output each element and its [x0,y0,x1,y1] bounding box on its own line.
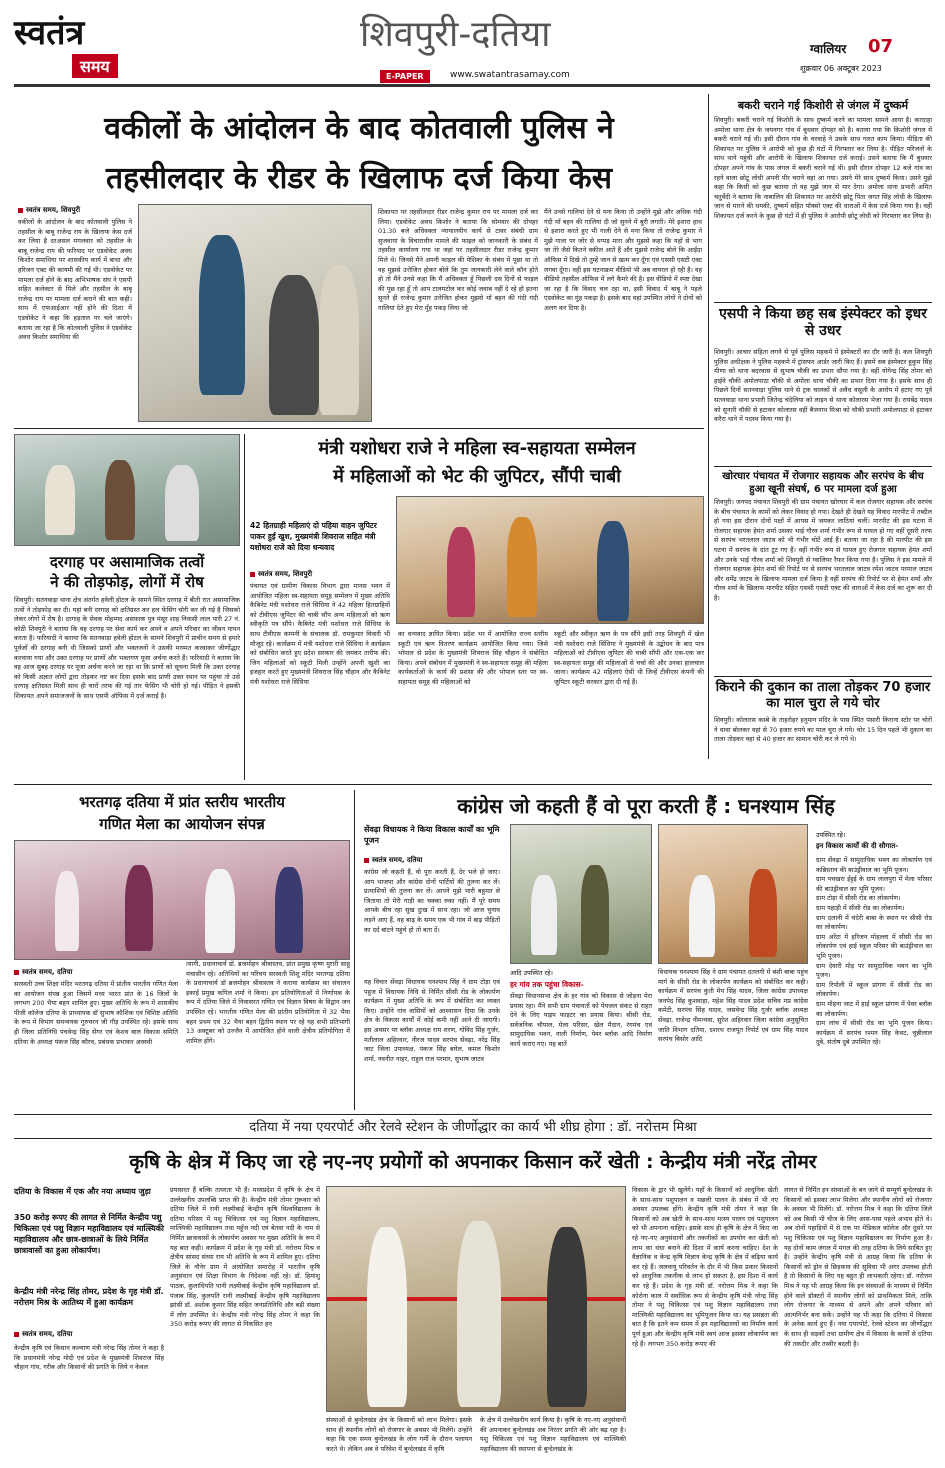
masthead [0,0,945,88]
tomar-photo [326,1186,626,1412]
masthead-rule [14,84,930,87]
story-4-headline: किराने की दुकान का ताला तोड़कर 70 हजार का माल चुरा ले गये चोर [715,680,931,711]
yashodhara-byline-text: स्वतंत्र समय, शिवपुरी [258,570,313,578]
bhartgarh-byline [14,968,72,977]
lead-col-2: शिकायत पर तहसीलदार रीडर राजेन्द्र कुमार राय पर मामला दर्ज कर लिया। एडवोकेट अवध किशोर ने बताया कि सोमवार की दोपहर 01.30 बजे अधिवक्ता न्यायालयीन कार्य से टावर संबंधी ग्राम सुजवाया के विचाराधीन मामले की फाइल को जानकारी के संबंध में तहसील कार्यालय गया था जहां पर तहसीलदार रीडर राजेन्द्र कुमार मिले थे। जिनसे मैंने अपनी फाइल की पेशिका के संबंध में पूछा था तो वह मुझसे उत्तेजित होकर बोले कि तुम जानकारी लेने वाले कौन होते हो तो मैंने उनसे कहा कि मैं अधिवक्ता हूँ पिछली दस दिनों से फाइल की पूछ रहा हूँ तो आप टालमटोल कर कोई जवाब नहीं दे रहे हो इतना सुनते ही राजेन्द्र कुमार उत्तेजित होकर मुझसे माँ बहन की गंदी गंदी गालियां देते हुए मेरा मुँह पकड़ लिया जो [378,208,538,312]
website[interactable]: www.swatantrasamay.com [450,70,570,80]
lead-col-1 [18,218,132,418]
tomar-col-3: संस्थाओं से बुन्देलखंड क्षेत्र के किसानों को लाभ मिलेगा। इसके साथ ही स्थानीय लोगों को रोजगार के अवसर भी मिलेंगे। उन्होंने कहा कि एक समय बुन्देलखंड के लोग गर्मी के दौरान पलायन करते थे। लेकिन अब वे परिवेश में बुन्देलखंड में कृषि [326,1416,472,1453]
lead-photo [138,204,372,422]
tomar-byline [14,1330,72,1339]
lead-headline-2: तहसीलदार के रीडर के खिलाफ दर्ज किया केस [106,161,612,196]
list-item: ग्राम दलानी में चंदेरी बाबा के स्थान पर सीसी रोड का लोकार्पण। [816,913,932,932]
photo-figure [199,235,245,395]
banner-headline: दतिया में नया एयरपोर्ट और रेलवे स्टेशन के जीर्णोद्धार का कार्य भी शीघ्र होगा : डॉ. नरोत्तम मिश्रा [249,1120,697,1135]
rule [714,676,932,677]
tomar-side-1: दतिया के विकास में एक और नया अध्याय जुड़ा [14,1187,151,1196]
right-column [714,94,932,759]
bhartgarh-photo [14,840,350,960]
photo-figure [125,865,153,951]
lead-col-1-text: वकीलों के आंदोलन के बाद कोतवाली पुलिस ने तहसील के बाबू राजेन्द्र राय के खिलाफ केस दर्ज कर लिया है दरअसल मंगलवार को तहसील के बाबू राजेन्द्र राय की फरियाद पर एडवोकेट अवध किशोर समाधिया पर शासकीय कार्य में बाधा और हरिजन एक्ट की कायमी की गई थी। एडवोकेट पर मामला दर्ज होने के बाद अभिभाषक संघ ने एसपी सहित कलेक्टर से मिले और तहसील के बाबू राजेन्द्र राय पर मामला दर्ज कराने की बात कही। साथ में एफआईआर नहीं होने की दिशा में एडवोकेट ने कहा कि हड़ताल पर चले जाएंगे। [18,218,132,322]
yashodhara-photo [396,496,704,624]
tomar-side-2: 350 करोड़ रूपए की लागत से निर्मित केन्द्रीय पशु चिकित्सा एवं पशु विज्ञान महाविद्यालय एवं मात्स्यिकी महाविद्यालय और छात्र-छात्राओं के लिये निर्मित छात्रावासों का हुआ लोकार्पण। [14,1213,164,1255]
yashodhara-headline-1: मंत्री यशोधरा राजे ने महिला स्व-सहायता सम्मेलन [318,438,636,459]
congress-byline-text: स्वतंत्र समय, दतिया [372,856,423,864]
list-item: ग्राम देवारी मोड़ पर सामुदायिक भवन का भूमि पूजन। [816,961,932,980]
bhartgarh-headline-2: गणित मेला का आयोजन संपन्न [99,815,265,833]
photo-figure [275,867,303,953]
dargah-body: शिवपुरी। सतनवाड़ा थाना क्षेत्र अंतर्गत हवेली होटल के सामने स्थित दरगाह में बीती रात असामाजिक तत्वों ने तोड़फोड़ कर दी। यहां बनी दरगाह को क्षतिग्रस्त कर हल फेंसिंग चोरी कर ली गई है जिसको लेकर लोगों में रोष है। दरगाह के सेवक मोहम्मद असफ़ाक पुत्र मंसूर शाह निवासी लाल पारी 27 नं. कोठी शिवपुरी ने बताया कि वह दरगाह पर सेवा कार्य कर अपने व अपने परिवार का जीवन यापन करता है। फरियादी ने बताया कि सतनवाड़ा हवेली होटल के सामने शिवपुरी में प्राचीन समय से हमारे पूर्वजों की दरगाह बनी थी जिसको प्राणों और भक्तजनों ने उसकी मरम्मत करवाकर जीर्णोद्धार करवाया गया और उक्त दरगाह पर प्राणों और भक्तगण पूजा अर्चना करते हैं। फरियादी ने बताया कि वह आज सुबह दरगाह पर पूजा अर्चना करने जा रहा था कि प्राणों को सूचना मिली कि उक्त दरगाह को किसी अज्ञात लोगों द्वारा तोड़कर नष्ट कर दिया इसके बाद प्राणी उक्त स्थान पर पहुंचा तो उसे दरगाह क्षतिग्रस्त मिली साथ ही चारों तरफ की गई तार फेंसिंग भी चोरी हो गई। पीड़ित ने इसकी शिकायत अपने समाजजनों के साथ एसपी ऑफिस में दर्ज कराई है। [14,596,240,700]
list-item: ग्राम सेंवढ़ा में सामुदायिक भवन का लोकार्पण एवं कब्रिस्तान की बाउंड्रीवाल का भूमि पूजन। [816,856,932,874]
list-item: ग्राम लांच में सीसी रोड का भूमि पूजन किया। कार्यक्रम में सरपंच रश्मन सिंह केवट, चुन्नीलाल दुबे, संतोष दुबे उपस्थित रहे। [816,1019,932,1047]
congress-subhead: सेंवढ़ा विधायक ने किया विकास कार्यों का भूमि पूजन [364,825,500,845]
congress-photo-2 [658,824,808,964]
tomar-col-4: के क्षेत्र में उल्लेखनीय कार्य किया है। कृषि के नए-नए अनुसंधानों की अपनाकर बुन्देलखंड अब निरंतर प्रगति की ओर बढ़ रहा है। पशु चिकित्सा एवं पशु विज्ञान महाविद्यालय एवं मात्स्यिकी महाविद्यालय की स्थापना से बुन्देलखंड के [480,1416,626,1453]
photo-figure [205,869,235,953]
photo-figure [581,865,609,955]
logo [14,8,144,82]
list-item: ग्राम पहाड़ी में सीसी रोड का लोकार्पण। [816,903,905,912]
tomar-story [14,1142,932,1464]
story-1-headline: बकरी चराने गई किशोरी से जंगल में दुष्कर्म [737,99,909,112]
rule [714,466,932,467]
bhartgarh-col-1: सरस्वती उच्च शिक्षा मंदिर भरतगढ़ दतिया में प्रांतीय भारतीय गणित मेला का आयोजन संपन्न हुआ जिसमें मध्य भारत प्रांत के 16 जिलों के लगभग 200 भैया बहन शामिल हुए। मुख्य अतिथि के रूप में शासकीय पीजी कॉलेज दतिया के प्राध्यापक डॉ सुभाष कौशिक एवं विशिष्ट अतिथि के रूप में विभाग समन्वयक गुरुचरन जी गौड़ उपस्थित रहे। इसके साथ ही जिला प्रतिनिधि पंचवेन्द्र सिंह सेंगर एवं केशव बाल विकास समिति दतिया के अध्यक्ष पंकज सिंह कौरव, प्रबंधक प्रभाकर अवस्थी [14,980,178,1046]
congress-col-4: विधायक घनश्याम सिंह ने ग्राम पंचायत दतलगी में बंशी बाबा पहुंच मार्ग के सीसी रोड के लोकार्पण कार्यक्रम को संबोधित कर कही। कार्यक्रम में सरपंच कुंती मेय सिंह यादव, जिला कांग्रेस उपाध्यक्ष जनपेद सिंह कुशवाहा, महेश सिंह यादव प्रदेश सचिव मप्र कांग्रेस कमेटी, सरपंच सिंह यादव, जसवेन्द्र सिंह गुर्जर ब्लॉक अध्यक्ष सेंवढ़ा, राजेन्द्र नीमन्यवा, सुरेश अहिरवार जिला कांग्रेस अनुसूचित जाति विभाग दतिया, दशरथ राजपूत रिपोर्ट एवं ग्राम सिंह यादव सरपंच बिसोर आदि [658,968,808,1044]
congress-photo-1 [510,824,652,964]
congress-subhead-2: हर गांव तक पहुंचा विकास- [510,980,584,989]
logo-top: स्वतंत्र [14,13,85,53]
lead-byline [18,206,80,215]
bhartgarh-col-2: त्यागी, प्रधानाचार्य डॉ. ब्रजमोहन श्रीवास्तव, प्रांत प्रमुख कृष्ण मुरारी साहू मंचासीन रहे। अतिथियों का परिचय सरस्वती शिशु मंदिर भरतगढ़ दतिया के प्रधानाचार्य डॉ ब्रजमोहन श्रीवास्तव ने कराया कार्यक्रम का संचालन इकाई प्रमुख कपिल शर्मा ने किया। इन प्रतियोगिताओं में निर्णायक के रूप में दतिया जिले में निवासरत गणित एवं विज्ञान विषय के विद्वान जन उपस्थित रहे। भारतीय गणित मेला की प्रांतीय प्रतियोगिता में 32 भैया बहन प्रथम एवं 32 भैया बहन द्वितीय स्थान पर रहे यह सभी प्रतिभागी 13 अक्टूबर को उज्जैन में आयोजित होने वाली क्षेत्रीय प्रतियोगिता में शामिल होंगे। [186,960,350,1045]
list-item: ग्राम रिपोली में स्कूल प्रांगण में सीसी रोड का लोकार्पण। [816,980,932,999]
bullet-icon [14,1332,19,1337]
story-3-body: शिवपुरी। जनपद पंचायत शिवपुरी की ग्राम पंचायत खोरघार में कल रोजगार सहायक और सरपंच के बीच पंचायत के कामों को लेकर विवाद हो गया। देखते ही देखते यह विवाद मारपीट में तब्दील हो गया इस दौरान दोनों पक्षों में आपस में जमकर लाठियां चलीं। मारपीट की इस घटना में रोजगार सहायक हेमंत शर्मा उसका भाई गौरव शर्मा गंभीर रूप से घायल हो गए वहीं दूसरी तरफ से सरपंच भरतलाल जाटव को भी गंभीर चोटें आई हैं। बताया जा रहा है की मारपीट की इस घटना में सरपंच के दांत टूट गए हैं। वहीं गंभीर रूप से घायल हुए रोजगार सहायक हेमंत शर्मा और उनके भाई गौरव शर्मा को शिवपुरी से ग्वालियर रैफर किया गया है। पुलिस ने इस मामले में रोजगार सहायक हेमंत शर्मा की रिपोर्ट पर से सरपंच भरतलाल जाटव रमेश जाटव परमाल जाटव और धर्मेंद्र जाटव के खिलाफ मामला दर्ज किया है वहीं सरपंच की रिपोर्ट पर से हेमंत शर्मा और गौरव शर्मा के खिलाफ मारपीट सहित एससी एसटी एक्ट की धाराओं में केस दर्ज का शुरू कर दी है। [714,498,932,602]
rule [708,94,709,759]
congress-caption: आदि उपस्थित रहे। [510,969,553,977]
story-2-body: शिवपुरी। आचार संहिता लगने से पूर्व पुलिस महकमे में इंस्पेक्टरों का दौर जारी है। कल शिवपुरी पुलिस अधीक्षक ने पुलिस महकमे में ट्रांसफर आर्डर जारी किए हैं। इसमें सब इंस्पेक्टर हुकुम सिंह मीणा को थाना बदरवास से सुभाष चौकी का प्रभार सौंपा गया है। वहीं योगेन्द्र सिंह तोमर को हाईवे चौकी अमोलपाठा चौकी से अमोला थाना चौकी का प्रभार दिया गया है। इसके साथ ही पिछले दिनों सतनवाड़ा पुलिस थाने से ट्रक चालकों से अवैध वसूली के आरोप में हटाए गए पूर्व सतनवाड़ा थाना प्रभारी जितेन्द्र चंदेलिया को लाइन से थाना कोलारस भेजा गया है। रायबेंद्र यादव को सुनारी चौकी से हटाकर कोलारस वहीं बैजनाथ मिश्रा को चौकी प्रभारी अमोलपाठा से हटाकर करैरा थाने में पदस्थ किया गया है। [714,348,932,424]
tomar-headline: कृषि के क्षेत्र में किए जा रहे नए-नए प्रयोगों को अपनाकर किसान करें खेती : केन्द्रीय मंत्री नरेंद्र तोमर [129,1151,817,1173]
city: ग्वालियर [810,42,847,56]
bullet-icon [250,572,255,577]
tomar-col-6: लागत से निर्मित इन संस्थाओं के बन जाने से सम्पूर्ण बुन्देलखंड के किसानों को इसका लाभ मिलेगा और स्थानीय लोगों को रोजगार के अवसर भी मिलेंगे। डॉ. नरोत्तम मिश्र ने कहा कि दतिया जिले को अब किसी भी चीज के लिए आस-पास पहले अभाव होते थे। अब दोनों पहाड़ियों में से एक पर मेडिकल कॉलेज और दूसरे पर पशु चिकित्सा एवं पशु विज्ञान महाविद्यालय का निर्माण हुआ है। यह दोनों काम जंगल में मंगल की तरह दतिया के लिये साबित हुए हैं। उन्होंने केन्द्रीय कृषि मंत्री से आग्रह किया कि दतिया के किसानों को ड्रोन से छिड़काव की सुविधा भी अगर उपलब्ध होती है तो किसानों के लिए यह बहुत ही लाभकारी रहेगा। डॉ. नरोत्तम मिश्र ने यह भी आग्रह किया कि इन संस्थाओं के माध्यम से निर्मित होने वाले डॉक्टरों में स्थानीय लोगों को प्राथमिकता मिले, ताकि लोग रोजगार के माध्यम से अपने और अपने परिवार को आत्मनिर्भर बना सकें। उन्होंने यह भी कहा कि दतिया में विकास के अनेक कार्य हुए हैं। नया एयरपोर्ट, रेलवे स्टेशन का जीर्णोद्धार के साथ ही सड़कों तथा ग्रामीण क्षेत्र में विकास के कार्यों से दतिया की तकदीर और तस्वीर बदली है। [784,1186,932,1348]
congress-col-3: सेंवढ़ा विधानसभा क्षेत्र के हर गांव को विकास से जोड़ना मेरा प्रयास रहा। मैंने सभी ग्राम पंचायतों को पेयजल संकट से राहत देने के लिए पाइप फाइटर का प्रयास किया। सीसी रोड, सर्वजनिक चौपाल, मेला परिसर, खेल मैदान, रंगमंच एवं सामुदायिक भवन, नाली निर्माण, पेवर ब्लॉक आदि निर्माण कार्य कराए गए। यह बातें [510,992,652,1048]
yashodhara-col-2: का धन्यवाद ज्ञापित किया। प्रदेश भर में आयोजित राज्य स्तरीय स्कूटी एवं ऋण वितरण कार्यक्रम आयोजित किया गया। जिसे भोपाल से प्रदेश के मुख्यमंत्री शिवराज सिंह चौहान ने संबोधित किया। अपने संबोधन में मुख्यमंत्री ने स्व-सहायता समूह की महिला कार्यकर्ताओं के कार्य की प्रशंसा की और भोपाल स्तर पर स्व-सहायता समूह की महिलाओं को [398,630,548,686]
story-1-body: शिवपुरी। बकरी चराने गई किशोरी के साथ दुष्कर्म करने का मामला सामने आया है। करदाहा अमोला थाना क्षेत्र के जयनगर गांव में बुधवार दोपहर को है। बताया गया कि किशोरी जंगल में बकरी चराने गई थी। इसी दौरान गांव के चरवाहे ने उसके साथ गलत काम किया। पीड़िता की शिकायत पर पुलिस ने आरोपी को कुछ ही घंटों में गिरफ्तार कर लिया है। पीड़ित परिजनों के साथ थाने पहुंची और आरोपी के खिलाफ शिकायत दर्ज कराई। उसने बताया कि मैं बुधवार दोपहर अपने गांव के पास जंगल में बकरी चराने गई थी। इसी दौरान दोपहर 12 बजे गांव का रहने वाला छोटू लोधी अपनी पीर चराने वहां आ गया। उसने मेरे साथ दुष्कर्म किया। उसने मुझे कहा कि किसी को कुछ बताया तो वह मुझे जान से मार देगा। अमोला थाना प्रभारी अमित चतुर्वेदी ने बताया कि नाबालिग की शिकायत पर आरोपी छोटू पिता जगत सिंह लोधी के खिलाफ जान से मारने की धमकी, दुष्कर्म सहित पॉक्सो एक्ट की धाराओं में केस दर्ज किया गया है। वहीं शिकायत दर्ज करने के कुछ ही घंटों में ही पुलिस ने आरोपी छोटू लोधी को गिरफ्तार कर लिया है। [714,116,932,220]
photo-figure [447,527,475,617]
story-4-body: शिवपुरी। कोलारस कस्बे के ताहरोहर हनुमान मंदिर के पास स्थित पंसारी किराना स्टोर पर चोरों ने धावा बोलकर वहां से 70 हजार रुपये का माल चुरा ले गये। चोर 15 दिन पहले भी दुकान का ताला तोड़कर वहां से 40 हजार का सामान चोरी कर ले गये थे। [714,716,932,744]
bullet-icon [14,970,19,975]
congress-right-subhead: इन विकास कार्यों की दी सौगात- [816,842,899,850]
date: शुक्रवार 06 अक्टूबर 2023 [800,64,882,73]
dargah-story [14,434,240,780]
photo-figure [531,875,557,955]
photo-figure [507,517,537,617]
photo-figure [749,869,777,957]
rule [14,428,704,429]
tomar-col-5: विकास के द्वार भी खुलेंगे। यहाँ के किसानों को आधुनिक खेती के साथ-साथ पशुपालन व मछली पालन के संबंध में भी नए अवसर उपलब्ध होंगे। केन्द्रीय कृषि मंत्री तोमर ने कहा कि किसानों को अब खेती के साथ-साथ मत्स्य पालन एवं पशुपालन को भी अपनाना चाहिए। इसके साथ ही कृषि के क्षेत्र में किए जा रहे नए-नए अनुसंधानों और तकनीकों का उपयोग कर खेती को लाभ का धंधा बनाने की दिशा में कार्य करना चाहिए। देश के वैज्ञानिक व केन्द्र कृषि विज्ञान केन्द्र कृषि के क्षेत्र में बढ़िया कार्य कर रहे हैं। जलवायु परिवर्तन के दौर में भी किस प्रकार किसानों को आधुनिक तकनीक से लाभ हो सकता है, इस दिशा में कार्य कर रहे हैं। प्रदेश के गृह मंत्री डॉ. नरोत्तम मिश्र ने कहा कि कोरोना काल में सर्वाधिक रूप से केन्द्रीय कृषि मंत्री नरेन्द्र सिंह तोमर ने पशु चिकित्सा एवं पशु विज्ञान महाविद्यालय तथा मात्स्यिकी महाविद्यालय का भूमिपूजन किया था। यह प्रसन्नता की बात है कि इतने कम समय में इन महाविद्यालयों का निर्माण कार्य पूर्ण हुआ और केन्द्रीय कृषि मंत्री स्वयं आज इसका लोकार्पण कर रहे हैं। लगभग 350 करोड़ रूपए की [632,1186,778,1348]
yashodhara-col-3: स्कूटी और स्वीकृत ऋण के पत्र सौंपे इसी तरह शिवपुरी में खेल मंत्री यशोधरा राजे सिंधिया ने मुख्यमंत्री के उद्बोधन के बाद पात्र महिलाओं को टीवीएस जुपिटर की चाबी सौंपी और एक-एक कर स्व-सहायता समूह की महिलाओं से चर्चा की और उनका हालचाल जाना। कार्यक्रम 42 महिलाएं ऐसी थी जिन्हें टीवीएस कंपनी की जुपिटर स्कूटी सरकार द्वारा दी गई हैं। [554,630,704,686]
yashodhara-subhead: 42 हितग्राही महिलाएं दो पहिया वाहन जुपिटर पाकर हुईं खुश, मुख्यमंत्री शिवराज सहित मंत्री यशोधरा राजे को दिया धन्यवाद [250,521,377,552]
epaper-label: E-PAPER [380,70,430,83]
photo-figure [367,1227,407,1407]
lead-story [14,94,704,424]
dargah-headline-1: दरगाह पर असामाजिक तत्वों [49,553,205,571]
lead-headline-1: वकीलों के आंदोलन के बाद कोतवाली पुलिस ने [104,111,614,146]
bhartgarh-story [14,790,350,1110]
bullet-icon [364,858,369,863]
congress-headline: कांग्रेस जो कहती हैं वो पूरा करती हैं : घनश्याम सिंह [457,794,835,818]
photo-figure [457,1221,501,1407]
list-item: ग्राम अरेंटा में हरिजन मोहल्ला में सीसी रोड का लोकार्पण एवं हाई स्कूल परिसर की बाउंड्रीवाल का भूमि पूजन। [816,932,932,960]
dargah-headline-2: ने की तोड़फोड़, लोगों में रोष [50,573,204,591]
rule [14,1114,932,1115]
photo-figure [547,1227,587,1407]
list-item: ग्राम पचखरा ईट्टई के ग्राम लालपुरा में मेला परिसर की बाउंड्रीवाल का भूमि पूजन। [816,875,932,893]
tomar-col-2: प्रयासरत हैं बल्कि तत्परता भी हैं। मध्यप्रदेश में कृषि के क्षेत्र में उल्लेखनीय उपलब्धि प्राप्त की है। केन्द्रीय मंत्री तोमर गुरूवार को दतिया जिले में रानी लक्ष्मीबाई केन्द्रीय कृषि विश्वविद्यालय के दतिया परिसर में पशु चिकित्सा एवं पशु विज्ञान महाविद्यालय, मात्स्यिकी महाविद्यालय तथा पहुँज नदी एवं बेतवा नदी के नाम से निर्मित छात्रावासों के लोकार्पण अवसर पर मुख्य अतिथि के रूप में यह बात कही। कार्यक्रम में प्रदेश के गृह मंत्री डॉ. नरोत्तम मिश्र व क्षेत्रीय सांसद संध्या राय भी अतिथि के रूप में शामिल हुए। दतिया जिले के नौनेर ग्राम में आयोजित समारोह में भारतीय कृषि अनुसंधान एवं शिक्षा विभाग के निदेशक नहीं रहे। डॉ. हिमांशु पाठक, कुलाधिपति पानी लक्ष्मीबाई केन्द्रीय कृषि महाविद्यालय डॉ. पंजाब सिंह, कुलपति रानी लक्ष्मीबाई केन्द्रीय कृषि महाविद्यालय झांसी डॉ. अशोक कुमार सिंह सहित जनप्रतिनिधि और बड़ी संख्या में लोग उपस्थित थे। केन्द्रीय मंत्री नरेन्द्र सिंह तोमर ने कहा कि 350 करोड़ रूपए की लागत से निकसित हन [170,1186,320,1329]
lead-byline-text: स्वतंत्र समय, शिवपुरी [26,206,81,214]
rule [14,1138,932,1139]
page-number: 07 [868,36,894,57]
story-2-headline: एसपी ने किया छह सब इंस्पेक्टर को इधर से उधर [719,306,927,339]
bhartgarh-byline-text: स्वतंत्र समय, दतिया [22,968,73,976]
dargah-photo [14,434,240,546]
list-item: ग्राम टोड़ा में सीसी रोड का लोकार्पण। [816,894,901,903]
rule [714,302,932,303]
photo-figure [597,521,629,621]
photo-figure [319,265,359,415]
photo-figure [105,460,135,540]
story-3-headline: खोरघार पंचायत में रोजगार सहायक और सरपंच के बीच हुआ खूनी संघर्ष, 6 पर मामला दर्ज हुआ [722,471,924,495]
photo-figure [55,871,79,951]
congress-col-1: कांग्रेस जो कहती हैं, वो पूरा करती हैं, देर भले हो जाए। आप भाजपा और कांग्रेस दोनों पार्टियों की तुलना कर लें। प्रत्याशियों की तुलना कर लें। आपने मुझे भारी बहुमत से जिताया तो मेरी गाड़ी का चक्का रुका नहीं। मैं पूरे समय आपके बीच रहा सुख दुःख में साथ रहा। जो आज चुनाव लड़ने आए हैं, वह बाढ़ के समय एक भी गांव में बाढ़ पीड़ितों का दर्द बांटने पहुंचे हो तो बता दें। [364,868,500,934]
yashodhara-story [250,434,704,780]
congress-story [360,790,932,1110]
yashodhara-headline-2: में महिलाओं को भेट की जुपिटर, सौंपी चाबी [333,466,621,487]
bhartgarh-headline-1: भरतगढ़ दतिया में प्रांत स्तरीय भारतीय [79,793,285,811]
congress-col-2: यह विचार सेंवढ़ा विधायक घनश्याम सिंह ने ग्राम टोड़ा एवं पहुज में विधायक निधि से निर्मित सीसी रोड के लोकार्पण कार्यक्रम में मुख्य अतिथि के रूप में संबोधित कर व्यक्त किए। उन्होंने गांव वासियों को आश्वासन दिया कि उनके क्षेत्र के विकास कार्यों में कोई कमी नहीं आने दी जाएगी। इस अवसर पर ब्लॉक अध्यक्ष राम शरण, गोविंद सिंह गुर्जर, मतीलाल अहिरवार, नीरज यादव सरपंच सेंवढ़ा, नरेंद्र सिंह जाट जिला उपाध्यक्ष, पंकज सिंह बघेल, कमल किशोर शर्मा, नवनीत नाहर, राहुल राज परमार, सुभाष जाटव [364,978,500,1063]
lead-col-1b-text: बताया जा रहा है कि कोतवाली पुलिस ने एडवोकेट अवध किशोर समाधिया की [18,323,132,342]
section-title: शिवपुरी-दतिया [360,14,551,55]
yashodhara-col-1: पंचायत एवं ग्रामीण विकास विभाग द्वारा मानस भवन में आयोजित महिला स्व-सहायता समूह सम्मेलन में मुख्य अतिथि कैबिनेट मंत्री यशोधरा राजे सिंधिया ने 42 महिला हितग्राहियों को टीवीएस जुपिटर की चाबी सौंप अन्य महिलाओं को ऋण स्वीकृति पत्र सौंपे। कैबिनेट मंत्री यशोधरा राजे सिंधिया के साथ टीवीएस कम्पनी के संचालक डॉ. रामकुमार विवारी भी मौजूद रहे। कार्यक्रम में मंत्री यशोधरा राजे सिंधिया ने कार्यक्रम को संबोधित करते हुए प्रदेश सरकार की जमकर तारीफ की। जिन महिलाओं को स्कूटी मिली उन्होंने अपनी खुशी का इजहार करते हुए मुख्यमंत्री शिवराज सिंह चौहान और कैबिनेट मंत्री यशोधरा राजे सिंधिया [250,582,390,686]
logo-bottom: समय [72,54,118,78]
tomar-byline-text: स्वतंत्र समय, दतिया [22,1330,73,1338]
lead-col-3: मैंने उनसे गालियां देने से मना किया तो उन्होंने मुझे और अधिक गंदी गंदी माँ बहन की गालियां दी जो सुनने में बुरी लगती। मेरे इशारा हाथ से इशारा करते हुए भी गाली देने से मना किया तो राजेन्द्र कुमार ने मुझे गाला पर जोर से थप्पड़ मारा और मुझसे कहा कि यहाँ से भाग जा तेरे जैसे कितने वकील आते हैं और मुझसे राजेन्द्र बोले कि आईंदा ऑफिस में दिखे तो तुम्हें जान से खत्म कर दूँगा एवं एससी एसटी एक्ट लगवा दूँगा। वहीं इस घटनाक्रम वीडियो भी अब वायरल हो रही है। वह वीडियो तहसील ऑफिस में लगे कैमरे की है। इस वीडियो में स्पष्ट देखा जा रहा है कि विवाद चल रहा था, इसी विवाद में बाबू ने पहले एडवोकेट का मुंह पकड़ा है। इसके बाद वहां उपस्थित लोगों ने दोनों को अलग कर दिया है। [544,208,702,312]
bullet-icon [18,208,23,213]
photo-figure [269,275,319,415]
photo-figure [689,875,715,957]
rule [14,784,932,785]
rule [354,790,355,1110]
tomar-col-1: केन्द्रीय कृषि एवं किसान कल्याण मंत्री नरेन्द्र सिंह तोमर ने कहा है कि प्रधानमंत्री नरेन्द्र मोदी एवं प्रदेश के मुख्यमंत्री शिवराज सिंह चौहान गांव, गरीब और किसानों की प्रगति के लिये न केवल [14,1344,164,1372]
list-item: ग्राम मोहना जाट में हाई स्कूल प्रांगण में पेवर ब्लॉक का लोकार्पण। [816,999,932,1018]
rule [244,434,245,780]
development-list [816,856,932,1048]
congress-byline [364,856,422,865]
photo-figure [45,465,75,535]
tomar-side-3: केन्द्रीय मंत्री नरेन्द्र सिंह तोमर, प्रदेश के गृह मंत्री डॉ. नरोत्तम मिश्र के आतिथ्य में हुआ कार्यक्रम [14,1287,164,1307]
yashodhara-byline [250,570,312,579]
congress-right-top: उपस्थित रहे। [816,831,846,839]
photo-figure [165,465,199,541]
